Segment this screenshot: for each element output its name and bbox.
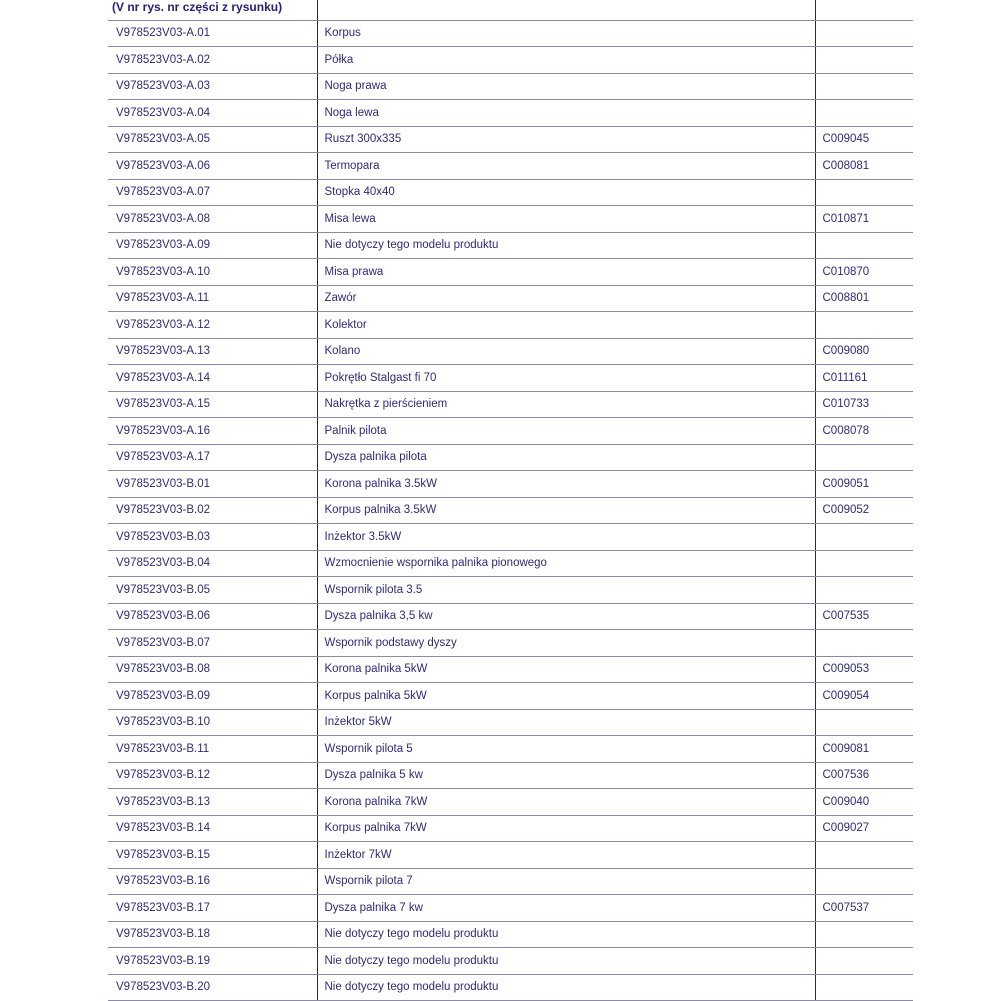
part-name-cell: Inżektor 7kW [317, 842, 815, 869]
part-code-cell: V978523V03-A.04 [108, 100, 317, 127]
table-row [108, 921, 913, 948]
table-row [108, 683, 913, 710]
catalog-code-cell [815, 948, 913, 975]
table-row [108, 73, 913, 100]
catalog-code-cell [815, 550, 913, 577]
part-code-cell: V978523V03-B.03 [108, 524, 317, 551]
catalog-code-cell [815, 444, 913, 471]
part-code-cell: V978523V03-B.20 [108, 974, 317, 1001]
part-name-cell: Półka [317, 47, 815, 74]
part-name-cell: Dysza palnika 5 kw [317, 762, 815, 789]
table-row [108, 736, 913, 763]
header-catalog-code [815, 0, 913, 20]
table-row [108, 842, 913, 869]
part-code-cell: V978523V03-B.16 [108, 868, 317, 895]
header-part-name [317, 0, 815, 20]
catalog-code-cell: C009027 [815, 815, 913, 842]
catalog-code-cell: C009080 [815, 338, 913, 365]
parts-table [108, 0, 913, 1001]
part-name-cell: Korona palnika 3.5kW [317, 471, 815, 498]
part-name-cell: Korpus palnika 3.5kW [317, 497, 815, 524]
part-code-cell: V978523V03-A.12 [108, 312, 317, 339]
header-drawing-number: (V nr rys. nr części z rysunku) [108, 0, 317, 20]
part-code-cell: V978523V03-B.19 [108, 948, 317, 975]
part-name-cell: Zawór [317, 285, 815, 312]
table-row [108, 603, 913, 630]
part-code-cell: V978523V03-A.10 [108, 259, 317, 286]
part-name-cell: Noga lewa [317, 100, 815, 127]
part-name-cell: Wzmocnienie wspornika palnika pionowego [317, 550, 815, 577]
table-row [108, 126, 913, 153]
catalog-code-cell [815, 179, 913, 206]
part-name-cell: Inżektor 5kW [317, 709, 815, 736]
table-row [108, 709, 913, 736]
catalog-code-cell: C009053 [815, 656, 913, 683]
part-code-cell: V978523V03-B.17 [108, 895, 317, 922]
part-code-cell: V978523V03-B.02 [108, 497, 317, 524]
catalog-code-cell: C009040 [815, 789, 913, 816]
table-row [108, 471, 913, 498]
part-code-cell: V978523V03-B.04 [108, 550, 317, 577]
table-row [108, 497, 913, 524]
table-row [108, 206, 913, 233]
part-name-cell: Stopka 40x40 [317, 179, 815, 206]
table-row [108, 338, 913, 365]
table-row [108, 895, 913, 922]
part-code-cell: V978523V03-A.03 [108, 73, 317, 100]
part-code-cell: V978523V03-B.01 [108, 471, 317, 498]
catalog-code-cell: C009045 [815, 126, 913, 153]
part-code-cell: V978523V03-B.12 [108, 762, 317, 789]
part-name-cell: Nie dotyczy tego modelu produktu [317, 232, 815, 259]
table-row [108, 630, 913, 657]
part-code-cell: V978523V03-A.01 [108, 20, 317, 47]
part-code-cell: V978523V03-A.02 [108, 47, 317, 74]
part-name-cell: Nie dotyczy tego modelu produktu [317, 948, 815, 975]
table-row [108, 285, 913, 312]
table-row [108, 868, 913, 895]
part-name-cell: Dysza palnika pilota [317, 444, 815, 471]
catalog-code-cell: C010871 [815, 206, 913, 233]
part-code-cell: V978523V03-A.11 [108, 285, 317, 312]
part-name-cell: Korona palnika 7kW [317, 789, 815, 816]
part-code-cell: V978523V03-A.09 [108, 232, 317, 259]
catalog-code-cell: C010733 [815, 391, 913, 418]
part-code-cell: V978523V03-B.05 [108, 577, 317, 604]
part-code-cell: V978523V03-B.11 [108, 736, 317, 763]
catalog-code-cell: C008801 [815, 285, 913, 312]
part-code-cell: V978523V03-A.05 [108, 126, 317, 153]
part-code-cell: V978523V03-B.18 [108, 921, 317, 948]
part-name-cell: Korpus palnika 5kW [317, 683, 815, 710]
table-row [108, 100, 913, 127]
catalog-code-cell [815, 709, 913, 736]
table-row [108, 391, 913, 418]
table-row [108, 153, 913, 180]
catalog-code-cell: C007536 [815, 762, 913, 789]
part-code-cell: V978523V03-A.15 [108, 391, 317, 418]
part-name-cell: Kolektor [317, 312, 815, 339]
table-header-row [108, 0, 913, 20]
part-name-cell: Korpus palnika 7kW [317, 815, 815, 842]
part-code-cell: V978523V03-A.07 [108, 179, 317, 206]
part-code-cell: V978523V03-B.10 [108, 709, 317, 736]
part-code-cell: V978523V03-B.06 [108, 603, 317, 630]
part-name-cell: Wspornik pilota 3.5 [317, 577, 815, 604]
part-name-cell: Nie dotyczy tego modelu produktu [317, 974, 815, 1001]
catalog-code-cell [815, 232, 913, 259]
part-code-cell: V978523V03-B.07 [108, 630, 317, 657]
part-name-cell: Noga prawa [317, 73, 815, 100]
part-code-cell: V978523V03-A.13 [108, 338, 317, 365]
part-name-cell: Inżektor 3.5kW [317, 524, 815, 551]
part-name-cell: Wspornik pilota 5 [317, 736, 815, 763]
table-row [108, 179, 913, 206]
part-name-cell: Korpus [317, 20, 815, 47]
catalog-code-cell: C011161 [815, 365, 913, 392]
catalog-code-cell: C009054 [815, 683, 913, 710]
part-name-cell: Dysza palnika 3,5 kw [317, 603, 815, 630]
part-name-cell: Palnik pilota [317, 418, 815, 445]
catalog-code-cell: C008081 [815, 153, 913, 180]
part-name-cell: Pokrętło Stalgast fi 70 [317, 365, 815, 392]
catalog-code-cell [815, 842, 913, 869]
table-row [108, 365, 913, 392]
table-row [108, 524, 913, 551]
catalog-code-cell: C010870 [815, 259, 913, 286]
part-name-cell: Korona palnika 5kW [317, 656, 815, 683]
table-row [108, 47, 913, 74]
part-code-cell: V978523V03-B.09 [108, 683, 317, 710]
part-code-cell: V978523V03-A.17 [108, 444, 317, 471]
part-name-cell: Kolano [317, 338, 815, 365]
part-code-cell: V978523V03-A.08 [108, 206, 317, 233]
part-code-cell: V978523V03-B.13 [108, 789, 317, 816]
catalog-code-cell [815, 312, 913, 339]
catalog-code-cell [815, 47, 913, 74]
catalog-code-cell [815, 630, 913, 657]
catalog-code-cell [815, 20, 913, 47]
table-row [108, 20, 913, 47]
catalog-code-cell [815, 73, 913, 100]
table-row [108, 762, 913, 789]
part-name-cell: Dysza palnika 7 kw [317, 895, 815, 922]
part-code-cell: V978523V03-B.08 [108, 656, 317, 683]
catalog-code-cell: C008078 [815, 418, 913, 445]
table-row [108, 577, 913, 604]
table-row [108, 815, 913, 842]
part-name-cell: Wspornik pilota 7 [317, 868, 815, 895]
part-name-cell: Nakrętka z pierścieniem [317, 391, 815, 418]
part-code-cell: V978523V03-A.16 [108, 418, 317, 445]
table-row [108, 974, 913, 1001]
catalog-code-cell: C007537 [815, 895, 913, 922]
part-name-cell: Nie dotyczy tego modelu produktu [317, 921, 815, 948]
catalog-code-cell [815, 868, 913, 895]
part-name-cell: Misa prawa [317, 259, 815, 286]
part-name-cell: Termopara [317, 153, 815, 180]
catalog-code-cell [815, 921, 913, 948]
part-code-cell: V978523V03-B.14 [108, 815, 317, 842]
part-code-cell: V978523V03-A.14 [108, 365, 317, 392]
catalog-code-cell: C009052 [815, 497, 913, 524]
catalog-code-cell: C007535 [815, 603, 913, 630]
catalog-code-cell: C009051 [815, 471, 913, 498]
part-code-cell: V978523V03-B.15 [108, 842, 317, 869]
part-code-cell: V978523V03-A.06 [108, 153, 317, 180]
table-row [108, 656, 913, 683]
table-row [108, 789, 913, 816]
table-row [108, 948, 913, 975]
table-row [108, 444, 913, 471]
catalog-code-cell [815, 974, 913, 1001]
part-name-cell: Misa lewa [317, 206, 815, 233]
catalog-code-cell [815, 524, 913, 551]
table-row [108, 232, 913, 259]
catalog-code-cell [815, 100, 913, 127]
table-row [108, 312, 913, 339]
part-name-cell: Ruszt 300x335 [317, 126, 815, 153]
catalog-code-cell [815, 577, 913, 604]
table-row [108, 418, 913, 445]
table-body [108, 20, 913, 1001]
table-row [108, 550, 913, 577]
part-name-cell: Wspornik podstawy dyszy [317, 630, 815, 657]
table-row [108, 259, 913, 286]
catalog-code-cell: C009081 [815, 736, 913, 763]
